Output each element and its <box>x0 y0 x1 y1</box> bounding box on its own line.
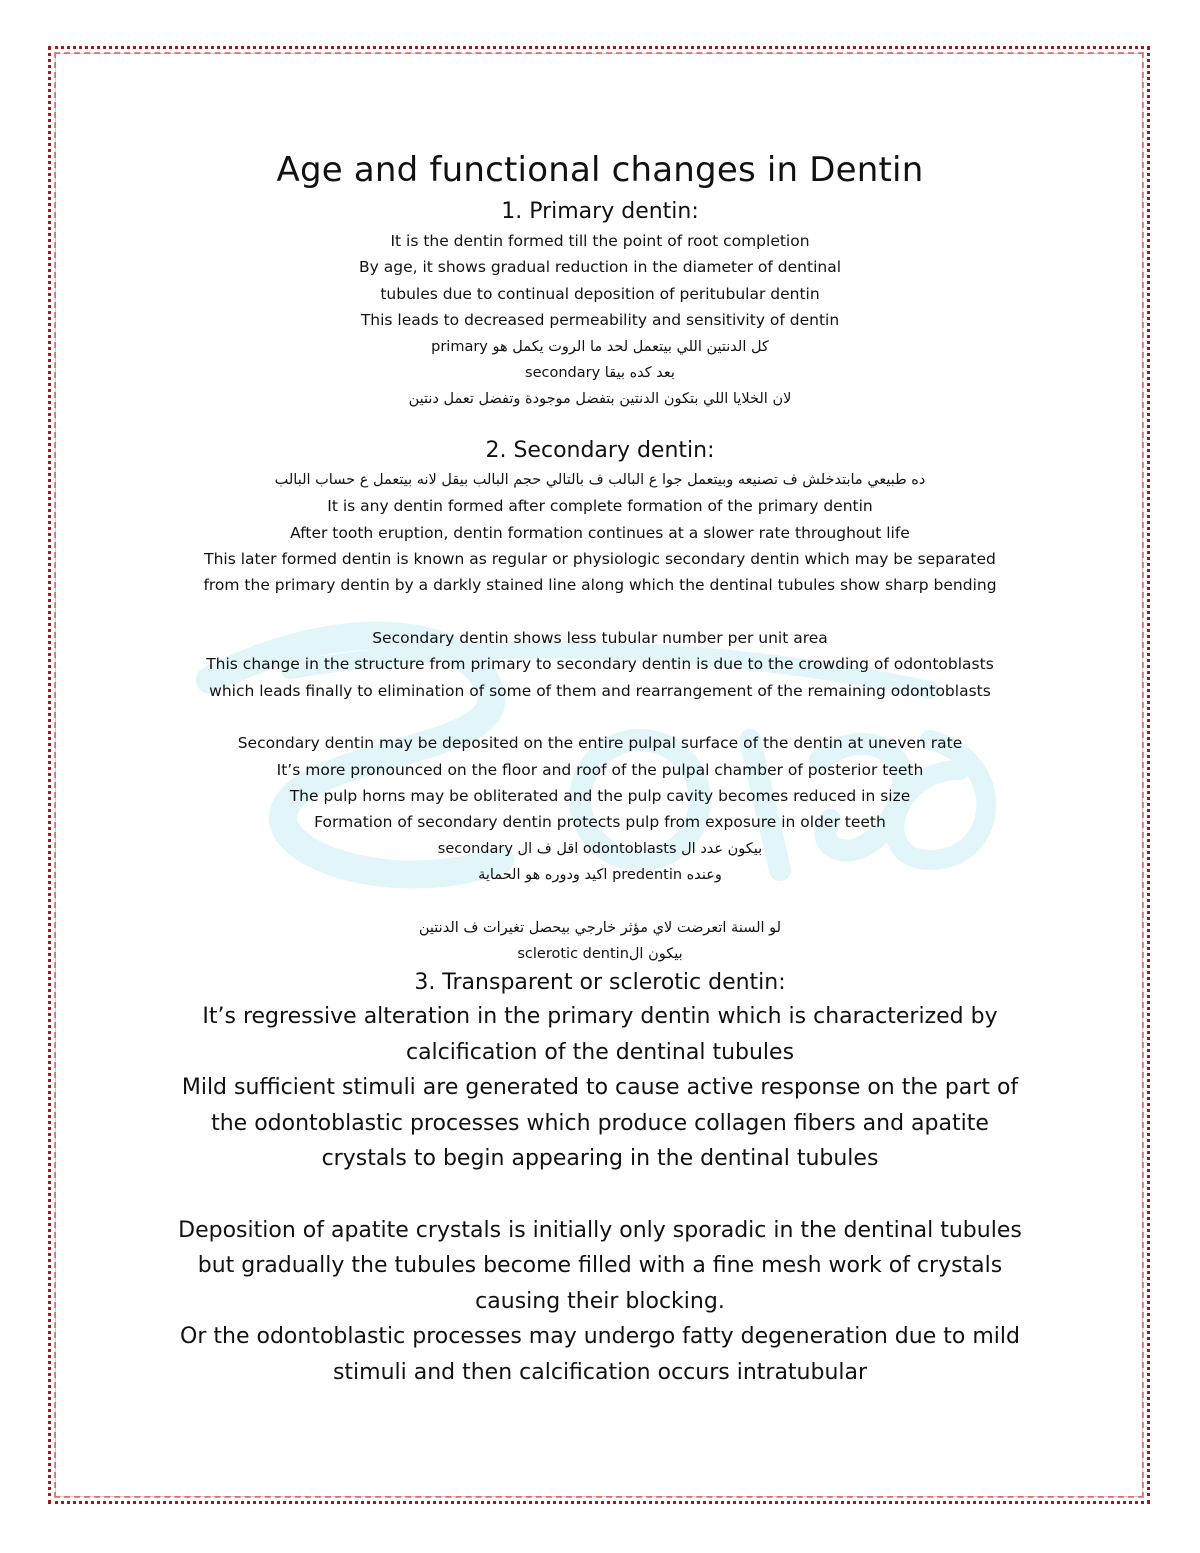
section-heading-primary: 1. Primary dentin: <box>501 199 699 224</box>
section-heading-secondary: 2. Secondary dentin: <box>485 437 715 463</box>
text-line: causing their blocking. <box>475 1288 725 1314</box>
arabic-note-line: لو السنة اتعرضت لاي مؤثر خارجي بيحصل تغيرات ف الدنتين <box>418 919 782 936</box>
text-line: the odontoblastic processes which produce collagen fibers and apatite <box>211 1110 989 1136</box>
text-line: crystals to begin appearing in the dentinal tubules <box>321 1146 879 1172</box>
text-line: After tooth eruption, dentin formation continues at a slower rate throughout life <box>290 523 910 542</box>
text-line: which leads finally to elimination of some of them and rearrangement of the remaining odontoblasts <box>209 681 991 700</box>
section-heading-transparent: 3. Transparent or sclerotic dentin: <box>414 970 786 996</box>
arabic-note-line: كل الدنتين اللي بيتعمل لحد ما الروت يكمل هو primary <box>431 338 769 355</box>
text-line: By age, it shows gradual reduction in the diameter of dentinal <box>359 258 841 277</box>
text-line: calcification of the dentinal tubules <box>405 1039 795 1065</box>
text-line: It is any dentin formed after complete formation of the primary dentin <box>327 497 873 516</box>
text-line: It’s regressive alteration in the primary dentin which is characterized by <box>202 1004 998 1030</box>
text-line: It is the dentin formed till the point of root completion <box>390 232 810 250</box>
document-body <box>90 146 1110 1390</box>
text-line: Secondary dentin may be deposited on the entire pulpal surface of the dentin at uneven rate <box>237 734 963 753</box>
page-title: Age and functional changes in Dentin <box>276 150 924 190</box>
arabic-note-line: بيكون عدد ال odontoblasts اقل ف ال secondary <box>437 840 763 857</box>
text-line: Or the odontoblastic processes may undergo fatty degeneration due to mild <box>180 1324 1020 1350</box>
arabic-note-line: بيكون الsclerotic dentin <box>517 945 683 962</box>
text-line: This leads to decreased permeability and sensitivity of dentin <box>360 311 840 330</box>
arabic-note-line: ده طبيعي مابتدخلش ف تصنيعه وبيتعمل جوا ع البالب ف بالتالي حجم البالب بيقل لانه بيتعمل ع حساب البالب <box>274 471 926 488</box>
arabic-note-line: لان الخلايا اللي بتكون الدنتين بتفضل موجودة وتفضل تعمل دنتين <box>408 391 792 408</box>
text-line: This change in the structure from primary to secondary dentin is due to the crowding of odontoblasts <box>206 655 994 674</box>
arabic-note-line: وعنده predentin اكيد ودوره هو الحماية <box>478 867 722 884</box>
arabic-note-line: بعد كده بيقا secondary <box>525 365 675 382</box>
text-line: stimuli and then calcification occurs intratubular <box>332 1359 868 1385</box>
text-line: This later formed dentin is known as regular or physiologic secondary dentin which may be separated <box>204 550 996 569</box>
text-line: It’s more pronounced on the floor and roof of the pulpal chamber of posterior teeth <box>276 760 924 779</box>
text-line: Mild sufficient stimuli are generated to cause active response on the part of <box>181 1075 1019 1101</box>
text-line: tubules due to continual deposition of peritubular dentin <box>380 284 820 303</box>
text-line: from the primary dentin by a darkly stained line along which the dentinal tubules show sharp bending <box>203 576 997 595</box>
text-line: but gradually the tubules become filled with a fine mesh work of crystals <box>197 1253 1003 1279</box>
text-line: Secondary dentin shows less tubular number per unit area <box>372 628 828 647</box>
text-line: Formation of secondary dentin protects pulp from exposure in older teeth <box>314 813 886 832</box>
text-line: Deposition of apatite crystals is initially only sporadic in the dentinal tubules <box>178 1217 1022 1243</box>
text-line: The pulp horns may be obliterated and the pulp cavity becomes reduced in size <box>289 786 911 805</box>
